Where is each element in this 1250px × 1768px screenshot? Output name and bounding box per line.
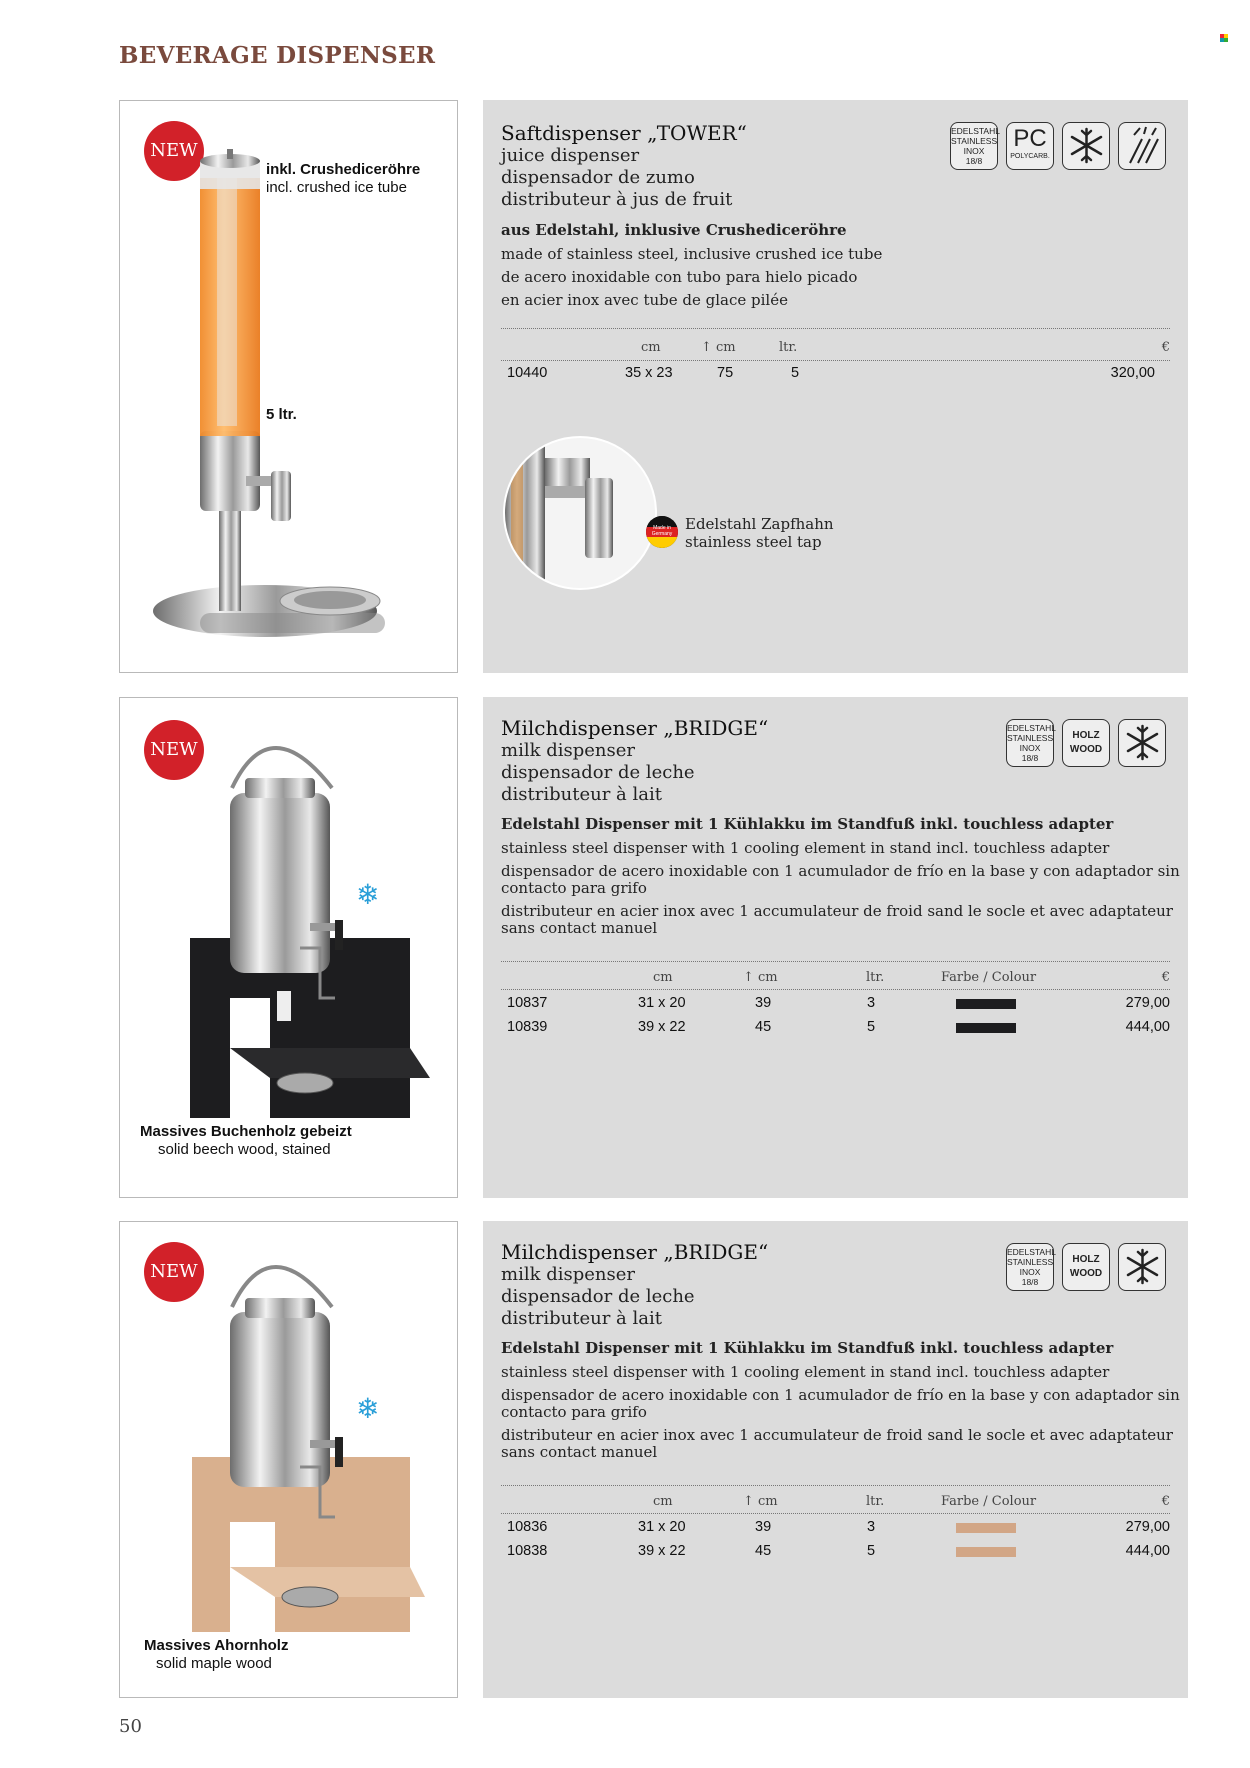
feature-icons xyxy=(950,122,1170,174)
snowflake-icon xyxy=(1062,122,1110,170)
new-badge: NEW xyxy=(144,1242,204,1302)
table-divider xyxy=(501,1485,1170,1486)
table-divider xyxy=(501,1513,1170,1514)
product-desc-fr: distributeur en acier inox avec 1 accumulateur de froid sand le socle et avec adaptateur sans contact manuel xyxy=(501,1426,1173,1461)
height: 75 xyxy=(717,365,734,381)
product-desc-es: dispensador de acero inoxidable con 1 acumulador de frío en la base y con adaptador sin contacto para grifo xyxy=(501,862,1180,897)
product-info-tower xyxy=(483,100,1188,673)
volume: 5 xyxy=(791,365,800,381)
stainless-steel-icon: EDELSTAHL STAINLESS INOX 18/8 xyxy=(1006,719,1054,767)
snowflake-icon: ❄ xyxy=(356,879,380,910)
polycarbonate-icon: PC POLYCARB. xyxy=(1006,122,1054,170)
caption-wood-de: Massives Buchenholz gebeizt xyxy=(140,1123,352,1140)
snowflake-icon: ❄ xyxy=(356,1393,380,1424)
product-name-es: dispensador de leche xyxy=(501,1286,695,1307)
caption-ice-tube-en: incl. crushed ice tube xyxy=(266,179,407,196)
header-height: ↑ cm xyxy=(743,970,778,985)
product-info-bridge-maple xyxy=(483,1221,1188,1698)
product-image-tower xyxy=(119,100,458,673)
header-volume: ltr. xyxy=(866,970,885,985)
table-divider xyxy=(501,989,1170,990)
product-info-bridge-beech xyxy=(483,697,1188,1198)
header-size: cm xyxy=(653,1494,673,1509)
header-price: € xyxy=(1161,970,1170,985)
caption-volume: 5 ltr. xyxy=(266,406,297,423)
product-desc-fr: distributeur en acier inox avec 1 accumulateur de froid sand le socle et avec adaptateur sans contact manuel xyxy=(501,902,1173,937)
wood-icon: HOLZ WOOD xyxy=(1062,1243,1110,1291)
table-header xyxy=(501,1494,1170,1512)
caption-wood xyxy=(140,1123,352,1159)
header-height: ↑ cm xyxy=(701,340,736,355)
crushed-ice-icon xyxy=(1118,122,1166,170)
wood-icon: HOLZ WOOD xyxy=(1062,719,1110,767)
header-colour: Farbe / Colour xyxy=(941,970,1037,985)
caption-wood-de: Massives Ahornholz xyxy=(144,1637,289,1654)
table-header xyxy=(501,970,1170,988)
product-name-de: Saftdispenser „TOWER“ xyxy=(501,121,747,145)
colour-swatch xyxy=(956,1547,1016,1557)
tap-label-en: stainless steel tap xyxy=(685,533,822,551)
caption-wood-en: solid beech wood, stained xyxy=(158,1141,331,1158)
product-name-fr: distributeur à jus de fruit xyxy=(501,189,733,210)
header-size: cm xyxy=(653,970,673,985)
product-name-es: dispensador de zumo xyxy=(501,167,695,188)
product-desc-en: stainless steel dispenser with 1 cooling element in stand incl. touchless adapter xyxy=(501,839,1110,857)
sku: 10440 xyxy=(507,365,548,381)
table-row: 10838 39 x 22 45 5 444,00 xyxy=(507,1543,1170,1559)
page-title: BEVERAGE DISPENSER xyxy=(119,42,436,69)
header-price: € xyxy=(1161,1494,1170,1509)
table-divider xyxy=(501,360,1170,361)
product-name-en: juice dispenser xyxy=(501,145,640,166)
product-desc-de: aus Edelstahl, inklusive Crushediceröhre xyxy=(501,221,847,239)
product-desc-fr: en acier inox avec tube de glace pilée xyxy=(501,291,788,309)
colour-swatch xyxy=(956,1523,1016,1533)
product-name-fr: distributeur à lait xyxy=(501,784,662,805)
page-number: 50 xyxy=(119,1716,142,1737)
table-row: 10837 31 x 20 39 3 279,00 xyxy=(507,995,1170,1011)
product-desc-en: made of stainless steel, inclusive crushed ice tube xyxy=(501,245,883,263)
product-desc-es: dispensador de acero inoxidable con 1 acumulador de frío en la base y con adaptador sin contacto para grifo xyxy=(501,1386,1180,1421)
tap-label xyxy=(685,515,834,551)
bridge-dispenser-maple-illustration xyxy=(120,1222,459,1699)
snowflake-icon xyxy=(1118,1243,1166,1291)
caption-ice-tube-de: inkl. Crushediceröhre xyxy=(266,161,421,178)
table-divider xyxy=(501,961,1170,962)
header-price: € xyxy=(1161,340,1170,355)
new-badge: NEW xyxy=(144,720,204,780)
header-colour: Farbe / Colour xyxy=(941,1494,1037,1509)
stainless-steel-icon: EDELSTAHL STAINLESS INOX 18/8 xyxy=(950,122,998,170)
table-divider xyxy=(501,328,1170,329)
header-volume: ltr. xyxy=(779,340,798,355)
feature-icons xyxy=(1006,719,1170,771)
tap-detail-image xyxy=(503,436,657,590)
header-height: ↑ cm xyxy=(743,1494,778,1509)
colour-swatch xyxy=(956,1023,1016,1033)
caption-ice-tube xyxy=(266,161,420,197)
product-name-es: dispensador de leche xyxy=(501,762,695,783)
header-size: cm xyxy=(641,340,661,355)
product-name-de: Milchdispenser „BRIDGE“ xyxy=(501,716,769,740)
tap-label-de: Edelstahl Zapfhahn xyxy=(685,515,834,533)
size: 35 x 23 xyxy=(625,365,673,381)
snowflake-icon xyxy=(1118,719,1166,767)
table-row: 10839 39 x 22 45 5 444,00 xyxy=(507,1019,1170,1035)
table-header xyxy=(501,340,1170,358)
new-badge: NEW xyxy=(144,121,204,181)
product-image-bridge-beech xyxy=(119,697,458,1198)
caption-wood xyxy=(144,1637,288,1673)
color-registration-mark xyxy=(1220,34,1228,42)
colour-swatch xyxy=(956,999,1016,1009)
table-row xyxy=(501,365,1170,383)
product-desc-en: stainless steel dispenser with 1 cooling element in stand incl. touchless adapter xyxy=(501,1363,1110,1381)
header-volume: ltr. xyxy=(866,1494,885,1509)
price: 320,00 xyxy=(1110,365,1155,381)
feature-icons xyxy=(1006,1243,1170,1295)
product-desc-de: Edelstahl Dispenser mit 1 Kühlakku im Standfuß inkl. touchless adapter xyxy=(501,1339,1114,1357)
made-in-germany-badge: Made in Germany xyxy=(646,516,678,548)
product-name-fr: distributeur à lait xyxy=(501,1308,662,1329)
product-name-en: milk dispenser xyxy=(501,1264,635,1285)
table-row: 10836 31 x 20 39 3 279,00 xyxy=(507,1519,1170,1535)
caption-wood-en: solid maple wood xyxy=(156,1655,272,1672)
product-name-de: Milchdispenser „BRIDGE“ xyxy=(501,1240,769,1264)
product-desc-es: de acero inoxidable con tubo para hielo picado xyxy=(501,268,858,286)
product-image-bridge-maple xyxy=(119,1221,458,1698)
product-name-en: milk dispenser xyxy=(501,740,635,761)
product-desc-de: Edelstahl Dispenser mit 1 Kühlakku im Standfuß inkl. touchless adapter xyxy=(501,815,1114,833)
stainless-steel-icon: EDELSTAHL STAINLESS INOX 18/8 xyxy=(1006,1243,1054,1291)
